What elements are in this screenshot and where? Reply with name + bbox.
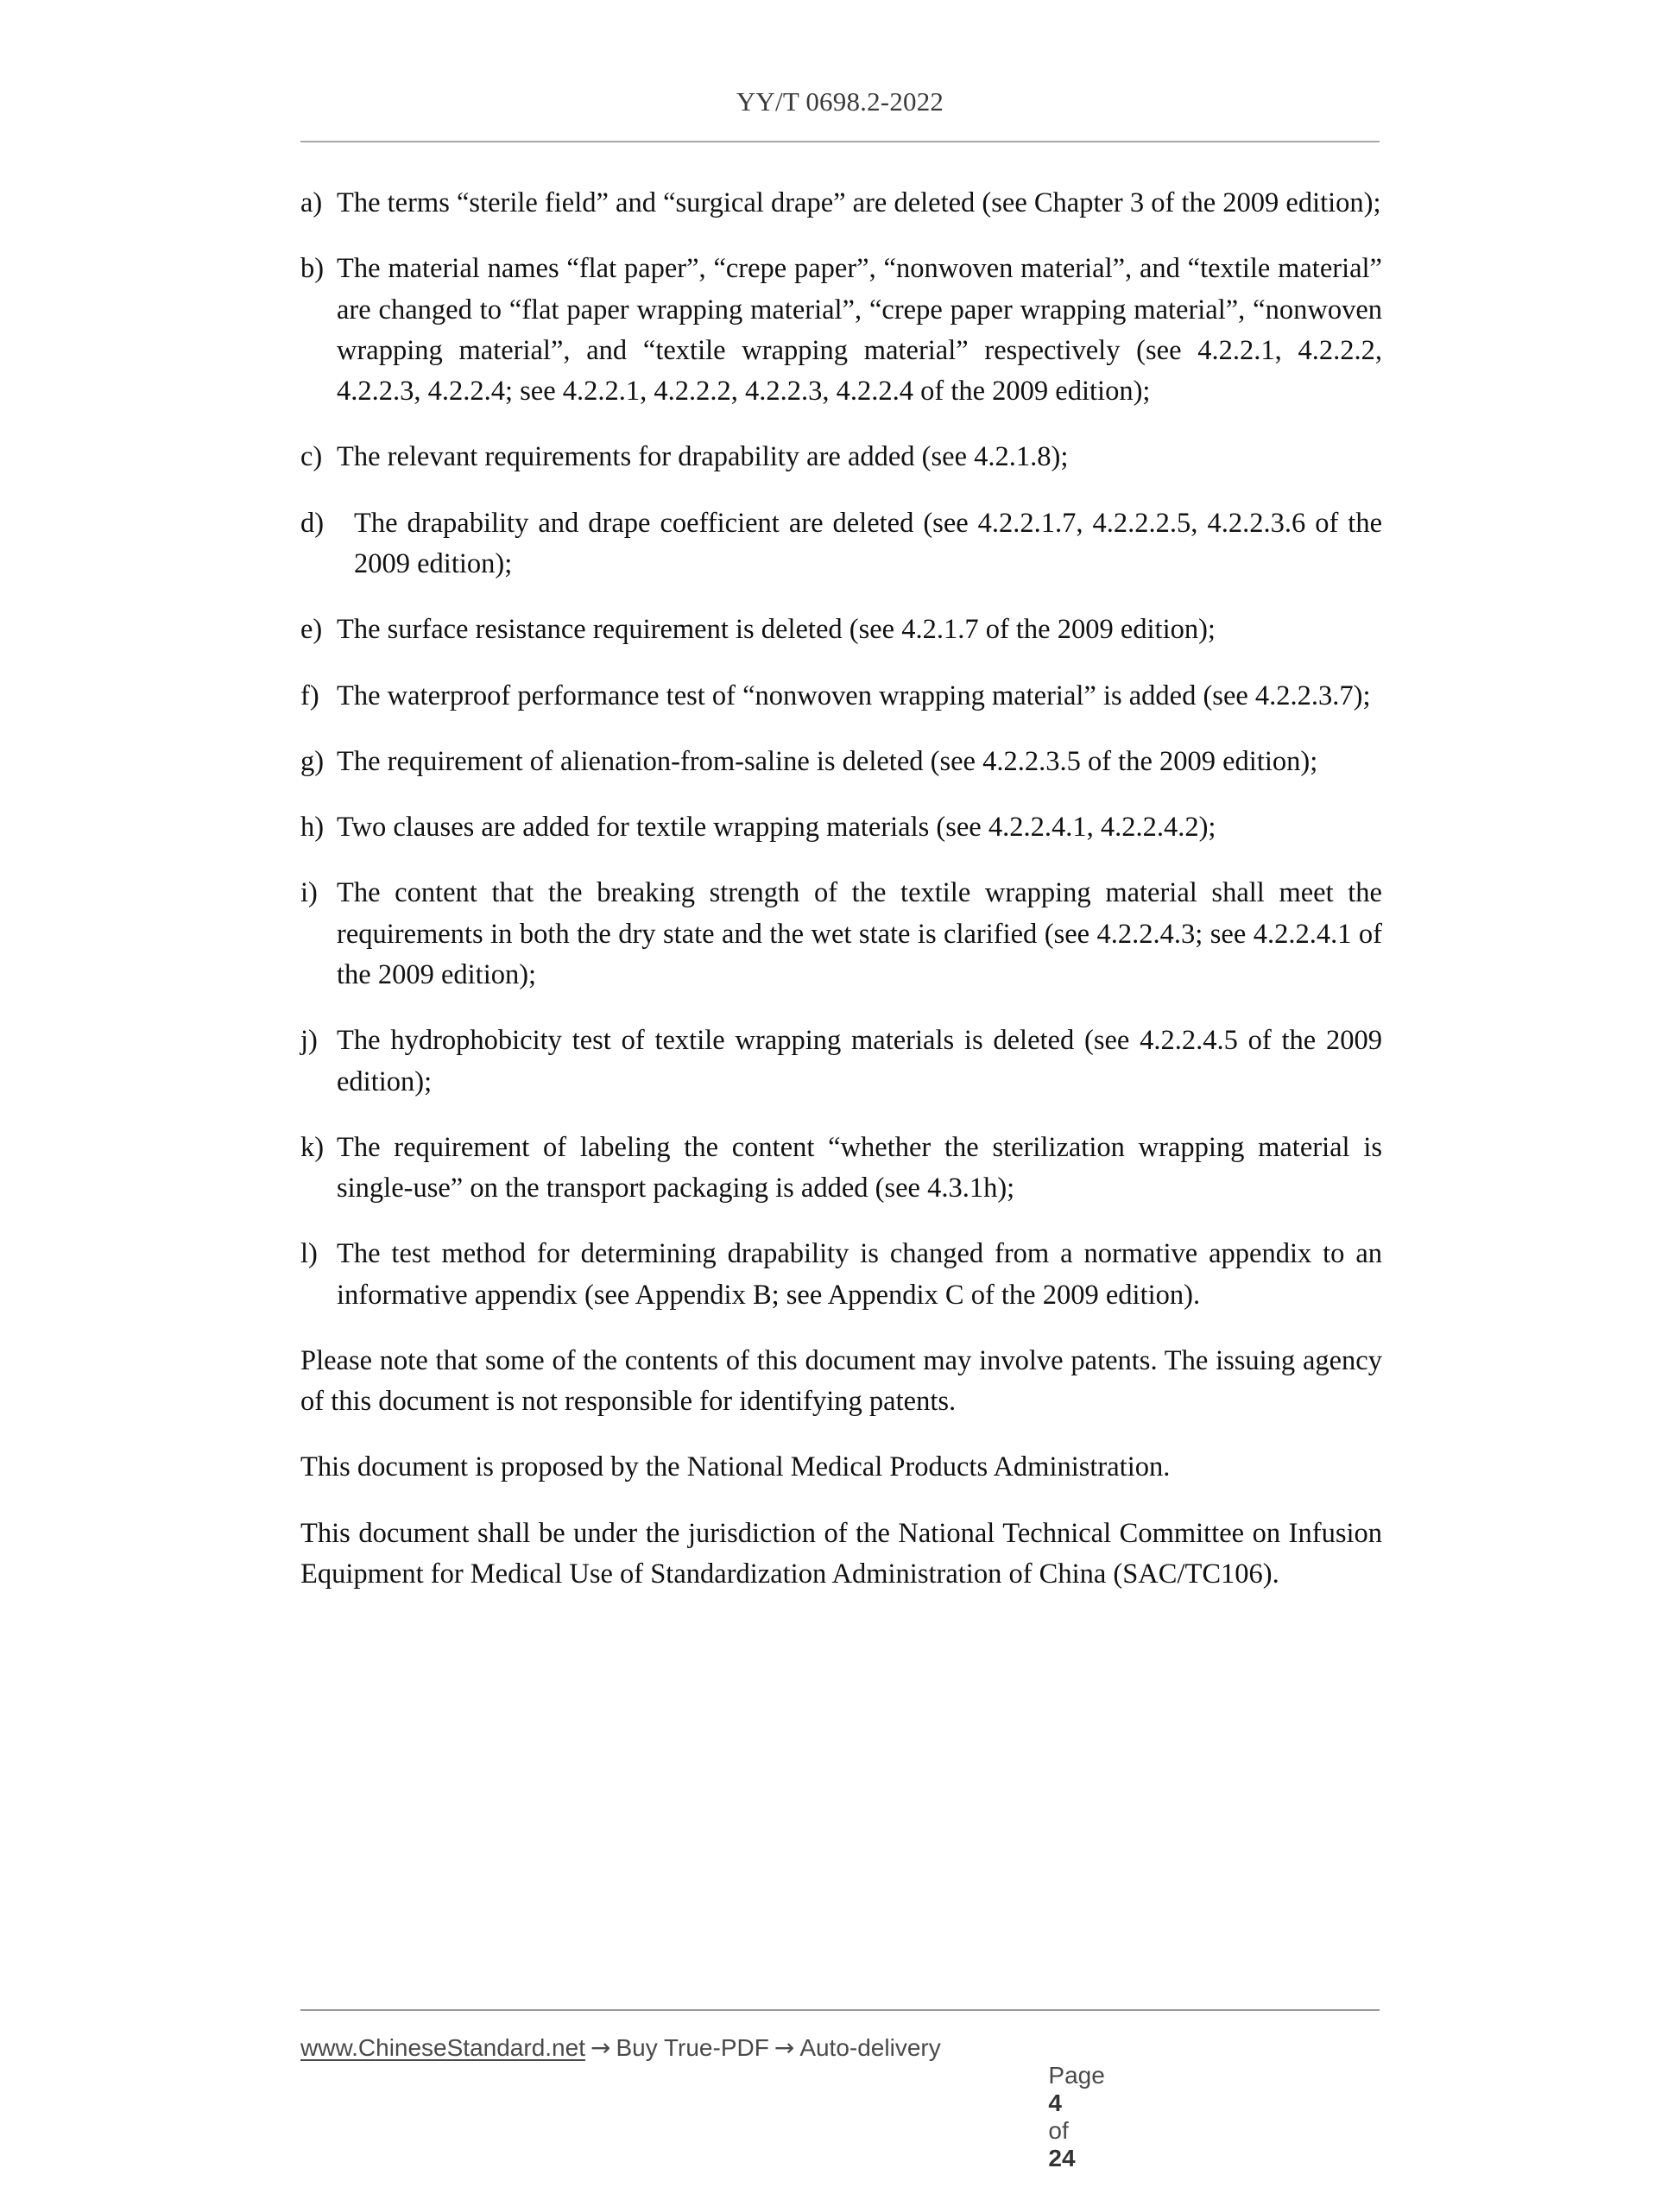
- list-item-text: The content that the breaking strength of the textile wrapping material shall meet the requirements in both the dry state and the wet state is clarified (see 4.2.2.4.3; see 4.2.2.4.1 of the 2009 edition);: [337, 877, 1382, 990]
- list-item: [300, 610, 1382, 650]
- proposing-agency-paragraph: This document is proposed by the National Medical Products Administration.: [300, 1451, 1171, 1483]
- list-item-marker: c): [300, 441, 323, 473]
- list-item-marker: a): [300, 187, 323, 218]
- auto-delivery-label: Auto-delivery: [799, 2034, 941, 2061]
- list-item-marker: l): [300, 1238, 318, 1270]
- list-item-marker: j): [300, 1025, 318, 1057]
- list-item-marker: g): [300, 745, 325, 777]
- list-item-marker: b): [300, 253, 325, 285]
- patent-notice-paragraph: Please note that some of the contents of this document may involve patents. The issuing agency of this document is not responsible for identifying patents.: [300, 1344, 1382, 1418]
- footer-promo: [300, 2033, 941, 2062]
- list-item-text: The requirement of alienation-from-saline is deleted (see 4.2.2.3.5 of the 2009 edition);: [337, 745, 1318, 777]
- list-item: [300, 249, 1382, 412]
- list-item-text: The requirement of labeling the content “whether the sterilization wrapping material is single-use” on the transport packaging is added (see 4.3.1h);: [337, 1131, 1382, 1204]
- page-indicator: [1008, 2034, 1105, 2200]
- page-number: 4: [1048, 2089, 1062, 2116]
- list-item-text: The drapability and drape coefficient are deleted (see 4.2.2.1.7, 4.2.2.2.5, 4.2.2.3.6 of the 2009 edition);: [354, 507, 1382, 579]
- list-item-text: The relevant requirements for drapability are added (see 4.2.1.8);: [337, 441, 1069, 473]
- list-item-text: The terms “sterile field” and “surgical drape” are deleted (see Chapter 3 of the 2009 edition);: [337, 187, 1381, 218]
- right-arrow-icon: →: [590, 2033, 611, 2062]
- total-pages: 24: [1048, 2145, 1076, 2172]
- buy-true-pdf-label: Buy True-PDF: [616, 2034, 769, 2061]
- page-header: [300, 86, 1380, 117]
- list-item-marker: h): [300, 812, 325, 844]
- jurisdiction-paragraph: This document shall be under the jurisdiction of the National Technical Committee on Infusion Equipment for Medical Use of Standardization Administration of China (SAC/TC106).: [300, 1517, 1382, 1590]
- chinesestandard-link[interactable]: www.ChineseStandard.net: [300, 2034, 585, 2061]
- list-item-text: The hydrophobicity test of textile wrapping materials is deleted (see 4.2.2.4.5 of the 2009 edition);: [337, 1025, 1382, 1097]
- list-item: [300, 742, 1382, 782]
- list-item: [300, 437, 1382, 477]
- list-item: [300, 183, 1382, 224]
- list-item: [300, 1128, 1382, 1210]
- list-item: [300, 1234, 1382, 1316]
- list-item: [300, 873, 1382, 996]
- page-label: Page: [1048, 2062, 1105, 2089]
- list-item: [300, 503, 1382, 585]
- page-footer: [300, 2033, 1380, 2200]
- list-item: [300, 1021, 1382, 1103]
- list-item-text: The waterproof performance test of “nonwoven wrapping material” is added (see 4.2.2.3.7);: [337, 680, 1371, 711]
- list-item-text: The material names “flat paper”, “crepe paper”, “nonwoven material”, and “textile material” are changed to “flat paper wrapping material”, “crepe paper wrapping material”, “nonwoven wrapping material”, and “textile wrapping material” respectively (see 4.2.2.1, 4.2.2.2, 4.2.2.3, 4.2.2.4; see 4.2.2.1, 4.2.2.2, 4.2.2.3, 4.2.2.4 of the 2009 edition);: [337, 253, 1382, 408]
- list-item-marker: k): [300, 1131, 325, 1163]
- of-label: of: [1048, 2117, 1069, 2144]
- list-item-marker: f): [300, 680, 319, 711]
- standard-number-heading: YY/T 0698.2-2022: [736, 86, 944, 117]
- footer-divider: [300, 2009, 1380, 2011]
- list-item-text: The test method for determining drapability is changed from a normative appendix to an informative appendix (see Appendix B; see Appendix C of the 2009 edition).: [337, 1238, 1382, 1311]
- right-arrow-icon: →: [774, 2033, 795, 2062]
- page-content: [300, 183, 1382, 1620]
- list-item: [300, 676, 1382, 717]
- list-item-text: Two clauses are added for textile wrapping materials (see 4.2.2.4.1, 4.2.2.4.2);: [337, 812, 1216, 844]
- list-item-text: The surface resistance requirement is deleted (see 4.2.1.7 of the 2009 edition);: [337, 614, 1216, 646]
- list-item: [300, 807, 1382, 848]
- list-item-marker: d): [300, 507, 325, 539]
- list-item-marker: e): [300, 614, 323, 646]
- header-divider: [300, 141, 1380, 142]
- list-item-marker: i): [300, 877, 318, 909]
